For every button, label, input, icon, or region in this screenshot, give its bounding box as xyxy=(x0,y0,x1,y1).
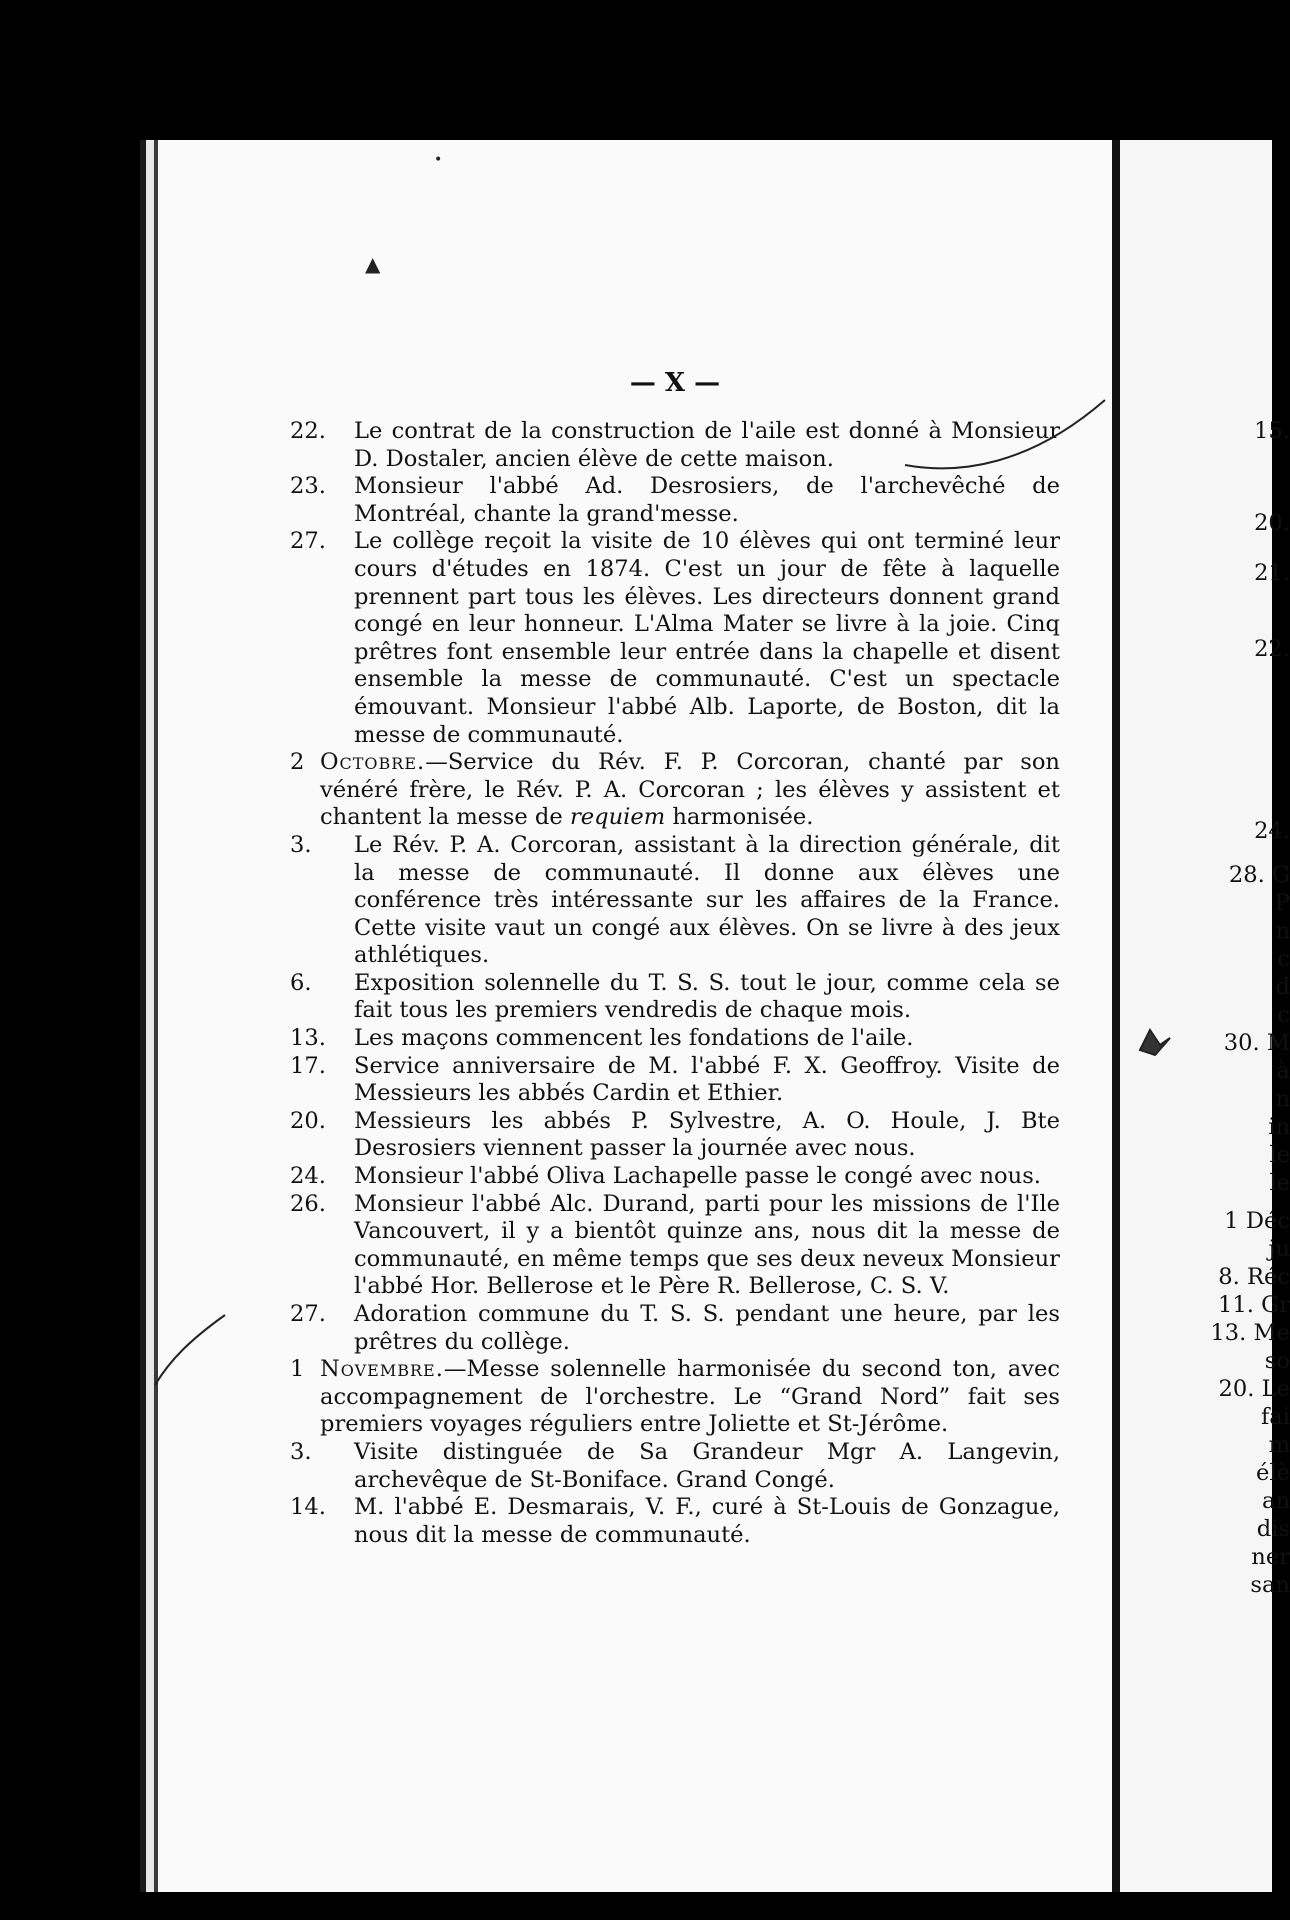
pen-annotation xyxy=(150,1310,230,1390)
chronicle-entry xyxy=(290,1163,1060,1191)
right-page-fragment: so xyxy=(1264,1348,1290,1374)
right-page-fragment: P xyxy=(1274,890,1290,916)
entry-date: 3. xyxy=(290,1438,312,1465)
entry-date: 17. xyxy=(290,1052,326,1079)
chronicle-entry xyxy=(290,1356,1060,1439)
right-page-fragment: c xyxy=(1277,1002,1290,1028)
entry-date: 2 xyxy=(290,749,305,776)
chronicle-entry xyxy=(290,1439,1060,1494)
right-page-fragment: 22. xyxy=(1254,636,1290,662)
right-page-fragment: dis xyxy=(1256,1516,1290,1542)
entry-date: 6. xyxy=(290,969,312,996)
right-page-fragment: in xyxy=(1268,1114,1290,1140)
entry-date: 14. xyxy=(290,1494,326,1521)
entry-date: 1 xyxy=(290,1356,305,1383)
chronicle-entries xyxy=(290,418,1060,1549)
chronicle-entry xyxy=(290,1191,1060,1301)
chronicle-entry xyxy=(290,749,1060,832)
entry-date: 26. xyxy=(290,1190,326,1217)
entry-date: 3. xyxy=(290,831,312,858)
entry-date: 24. xyxy=(290,1163,326,1190)
right-page-fragment: 1 Déc xyxy=(1224,1208,1290,1234)
chronicle-entry xyxy=(290,1053,1060,1108)
entry-text: M. l'abbé E. Desmarais, V. F., curé à St-Louis de Gonzague, nous dit la messe de communauté. xyxy=(354,1494,1060,1548)
right-page-fragment: 28. G xyxy=(1228,862,1290,888)
right-page-fragment: d xyxy=(1275,974,1290,1000)
right-page-fragment: ju xyxy=(1268,1236,1290,1262)
page-gutter xyxy=(1112,140,1120,1892)
right-page-fragment: c xyxy=(1277,946,1290,972)
right-page-fragment: fai xyxy=(1260,1404,1290,1430)
right-page xyxy=(1120,140,1272,1892)
chronicle-entry xyxy=(290,1025,1060,1053)
entry-date: 13. xyxy=(290,1025,326,1052)
chronicle-entry xyxy=(290,528,1060,749)
right-page-fragment: 21. xyxy=(1254,560,1290,586)
entry-date: 27. xyxy=(290,1301,326,1327)
italic-term: requiem xyxy=(569,804,666,831)
chronicle-entry xyxy=(290,1301,1060,1356)
entry-text: Messieurs les abbés P. Sylvestre, A. O. Houle, J. Bte Desrosiers viennent passer la journée avec nous. xyxy=(354,1107,1060,1162)
right-page-fragment: san xyxy=(1250,1572,1290,1598)
entry-text: Novembre.—Messe solennelle harmonisée du second ton, avec accompagnement de l'orchestre. Le “Grand Nord” fait ses premiers voyages réguliers entre Joliette et St-Jérôme. xyxy=(320,1356,1060,1438)
right-page-fragment: n xyxy=(1275,1086,1290,1112)
entry-text: Les maçons commencent les fondations de l'aile. xyxy=(354,1025,914,1052)
right-page-fragment: 20. Le xyxy=(1218,1376,1290,1402)
right-page-fragment: 30. M xyxy=(1223,1030,1290,1056)
entry-text: Monsieur l'abbé Ad. Desrosiers, de l'archevêché de Montréal, chante la grand'messe. xyxy=(354,473,1060,527)
entry-text: Exposition solennelle du T. S. S. tout le jour, comme cela se fait tous les premiers vendredis de chaque mois. xyxy=(354,969,1060,1024)
speck: ▲ xyxy=(365,252,381,276)
entry-date: 22. xyxy=(290,418,326,444)
pen-annotation xyxy=(900,395,1110,485)
entry-date: 20. xyxy=(290,1107,326,1134)
right-page-fragment: le xyxy=(1269,1142,1290,1168)
right-page-fragment: m xyxy=(1268,1432,1290,1458)
page-title: — X — xyxy=(629,368,721,398)
right-page-fragment: 15. xyxy=(1254,418,1290,444)
right-page-fragment: à xyxy=(1276,1058,1290,1084)
right-page-fragment: 20. xyxy=(1254,510,1290,536)
chronicle-entry xyxy=(290,970,1060,1025)
entry-text: Adoration commune du T. S. S. pendant une heure, par les prêtres du collège. xyxy=(354,1301,1060,1355)
ink-blot xyxy=(1135,1020,1175,1060)
entry-text: Monsieur l'abbé Alc. Durand, parti pour les missions de l'Ile Vancouvert, il y a bientôt quinze ans, nous dit la messe de communauté, en même temps que ses deux neveux Monsieur l'abbé Hor. Bellerose et le Père R. Bellerose, C. S. V. xyxy=(354,1190,1060,1300)
right-page-fragment: n xyxy=(1275,918,1290,944)
entry-text: Monsieur l'abbé Oliva Lachapelle passe le congé avec nous. xyxy=(354,1163,1041,1190)
entry-text: Service anniversaire de M. l'abbé F. X. Geoffroy. Visite de Messieurs les abbés Cardin et Ethier. xyxy=(354,1052,1060,1107)
chronicle-entry xyxy=(290,1494,1060,1549)
chronicle-entry xyxy=(290,1108,1060,1163)
entry-date: 23. xyxy=(290,473,326,500)
speck: • xyxy=(434,152,443,168)
right-page-fragment: 13. Me xyxy=(1210,1320,1290,1346)
chronicle-entry xyxy=(290,832,1060,970)
month-name: Octobre. xyxy=(320,749,426,776)
right-page-fragment: an xyxy=(1261,1488,1290,1514)
right-page-fragment: 8. Réc xyxy=(1218,1264,1290,1290)
right-page-fragment: 11. Gr xyxy=(1218,1292,1290,1318)
entry-text: Visite distinguée de Sa Grandeur Mgr A. Langevin, archevêque de St-Boniface. Grand Congé. xyxy=(354,1438,1060,1493)
right-page-fragment: le xyxy=(1269,1170,1290,1196)
entry-date: 27. xyxy=(290,528,326,555)
month-name: Novembre. xyxy=(320,1356,444,1383)
right-page-fragment: élè xyxy=(1256,1460,1290,1486)
entry-text: Le contrat de la construction de l'aile est donné à Monsieur D. Dostaler, ancien élève de cette maison. xyxy=(354,418,1060,472)
right-page-fragment: ner xyxy=(1251,1544,1290,1570)
entry-text: Le collège reçoit la visite de 10 élèves qui ont terminé leur cours d'études en 1874. C'est un jour de fête à laquelle prennent part tous les élèves. Les directeurs donnent grand congé en leur honneur. L'Alma Mater se livre à la joie. Cinq prêtres font ensemble leur entrée dans la chapelle et disent ensemble la messe de communauté. C'est un spectacle émouvant. Monsieur l'abbé Alb. Laporte, de Boston, dit la messe de communauté. xyxy=(354,528,1060,748)
entry-text: Le Rév. P. A. Corcoran, assistant à la direction générale, dit la messe de communauté. Il donne aux élèves une conférence très intéressante sur les affaires de la France. Cette visite vaut un congé aux élèves. On se livre à des jeux athlétiques. xyxy=(354,831,1060,969)
right-page-fragment: 24. xyxy=(1254,818,1290,844)
entry-text: Octobre.—Service du Rév. F. P. Corcoran, chanté par son vénéré frère, le Rév. P. A. Corcoran ; les élèves y assistent et chantent la messe de requiem harmonisée. xyxy=(320,749,1060,831)
